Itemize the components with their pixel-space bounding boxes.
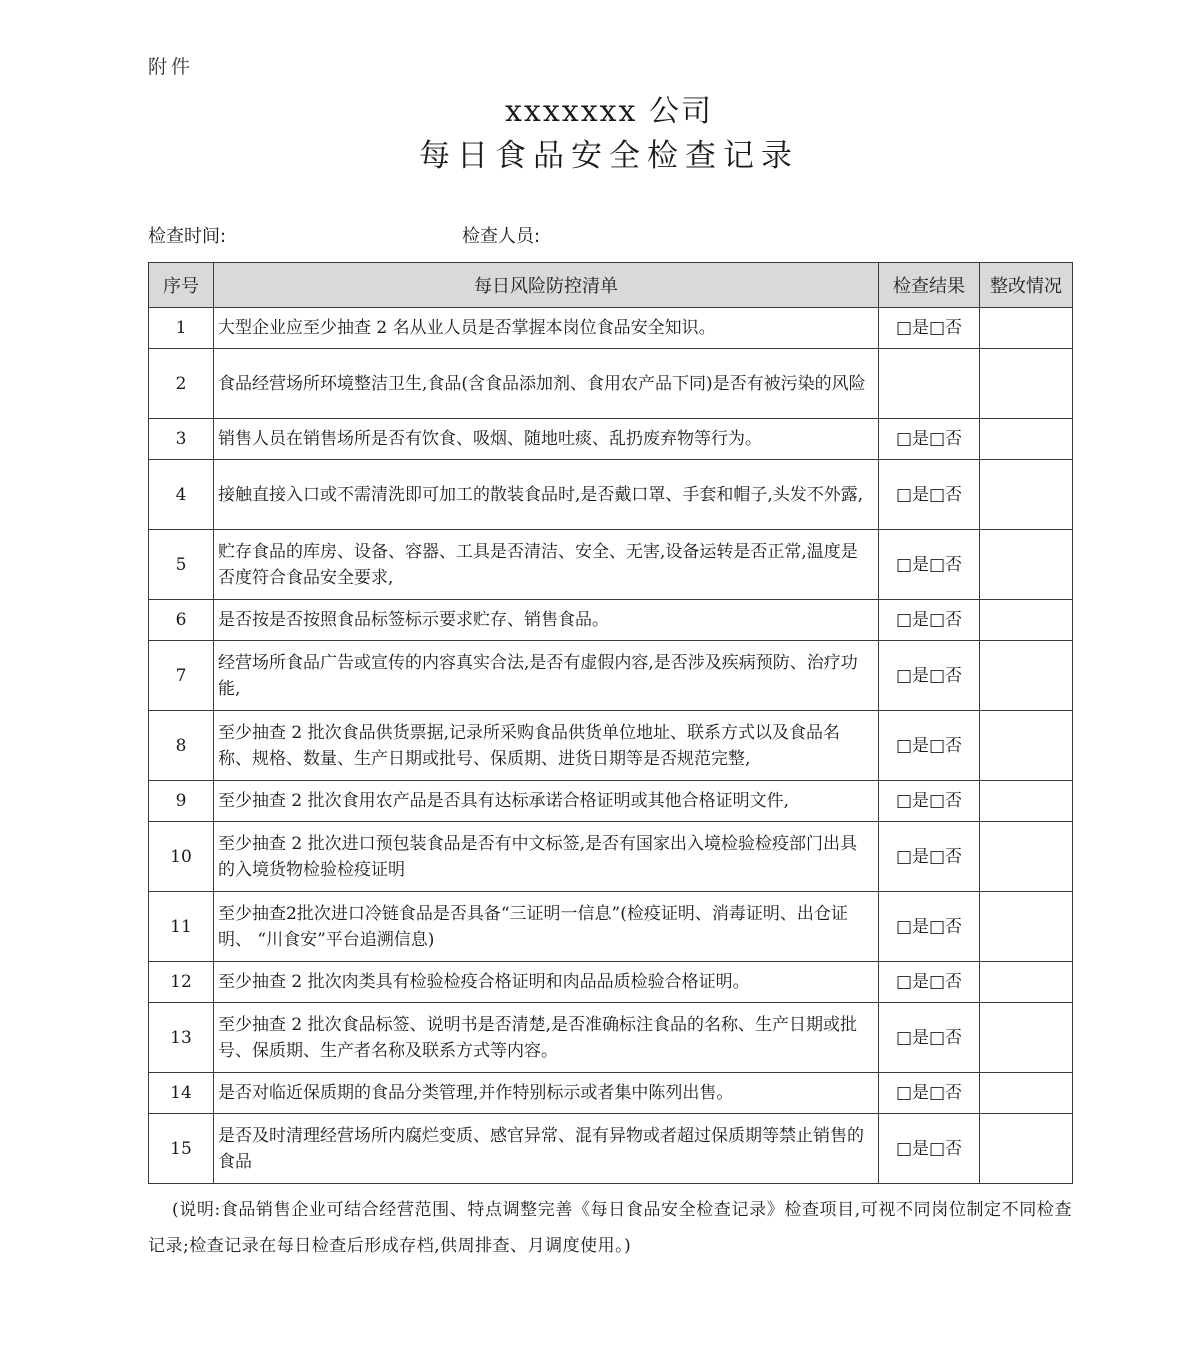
table-row	[149, 349, 1073, 419]
rectification-cell[interactable]	[980, 781, 1073, 822]
result-checkbox[interactable]: □是□否	[879, 892, 980, 962]
rectification-cell[interactable]	[980, 349, 1073, 419]
table-row	[149, 1003, 1073, 1073]
row-number: 11	[149, 892, 214, 962]
column-header-rectification: 整改情况	[980, 263, 1073, 308]
inspection-time-label: 检查时间:	[148, 226, 227, 247]
result-checkbox[interactable]: □是□否	[879, 641, 980, 711]
row-number: 7	[149, 641, 214, 711]
checklist-item: 至少抽查 2 批次进口预包装食品是否有中文标签,是否有国家出入境检验检疫部门出具的入境货物检验检疫证明	[214, 822, 879, 892]
attachment-label: 附件	[148, 56, 195, 78]
column-header-number: 序号	[149, 263, 214, 308]
row-number: 3	[149, 419, 214, 460]
table-row	[149, 711, 1073, 781]
rectification-cell[interactable]	[980, 711, 1073, 781]
column-header-result: 检查结果	[879, 263, 980, 308]
inspector-label: 检查人员:	[462, 226, 541, 247]
checklist-item: 大型企业应至少抽查 2 名从业人员是否掌握本岗位食品安全知识。	[214, 308, 879, 349]
result-checkbox[interactable]: □是□否	[879, 1003, 980, 1073]
checklist-item: 接触直接入口或不需清洗即可加工的散装食品时,是否戴口罩、手套和帽子,头发不外露,	[214, 460, 879, 530]
table-row	[149, 419, 1073, 460]
row-number: 14	[149, 1073, 214, 1114]
row-number: 12	[149, 962, 214, 1003]
row-number: 2	[149, 349, 214, 419]
result-checkbox[interactable]: □是□否	[879, 460, 980, 530]
row-number: 10	[149, 822, 214, 892]
rectification-cell[interactable]	[980, 962, 1073, 1003]
result-checkbox[interactable]: □是□否	[879, 781, 980, 822]
table-row	[149, 892, 1073, 962]
rectification-cell[interactable]	[980, 600, 1073, 641]
checklist-item: 是否按是否按照食品标签标示要求贮存、销售食品。	[214, 600, 879, 641]
rectification-cell[interactable]	[980, 892, 1073, 962]
rectification-cell[interactable]	[980, 641, 1073, 711]
checklist-item: 经营场所食品广告或宣传的内容真实合法,是否有虚假内容,是否涉及疾病预防、治疗功能,	[214, 641, 879, 711]
result-checkbox[interactable]: □是□否	[879, 600, 980, 641]
row-number: 15	[149, 1114, 214, 1184]
daily-checklist-table	[148, 262, 1073, 1184]
table-header-row	[149, 263, 1073, 308]
rectification-cell[interactable]	[980, 1114, 1073, 1184]
rectification-cell[interactable]	[980, 308, 1073, 349]
result-checkbox[interactable]: □是□否	[879, 308, 980, 349]
checklist-item: 至少抽查 2 批次食用农产品是否具有达标承诺合格证明或其他合格证明文件,	[214, 781, 879, 822]
row-number: 6	[149, 600, 214, 641]
company-name: xxxxxxx 公司	[505, 94, 713, 129]
result-checkbox[interactable]: □是□否	[879, 822, 980, 892]
row-number: 9	[149, 781, 214, 822]
row-number: 8	[149, 711, 214, 781]
checklist-item: 是否及时清理经营场所内腐烂变质、感官异常、混有异物或者超过保质期等禁止销售的食品	[214, 1114, 879, 1184]
table-row	[149, 781, 1073, 822]
rectification-cell[interactable]	[980, 822, 1073, 892]
row-number: 1	[149, 308, 214, 349]
result-checkbox[interactable]: □是□否	[879, 711, 980, 781]
rectification-cell[interactable]	[980, 1073, 1073, 1114]
result-checkbox[interactable]	[879, 349, 980, 419]
explanation-note: (说明:食品销售企业可结合经营范围、特点调整完善《每日食品安全检查记录》检查项目,可视不同岗位制定不同检查记录;检查记录在每日检查后形成存档,供周排查、月调度使用。)	[148, 1200, 1072, 1256]
rectification-cell[interactable]	[980, 530, 1073, 600]
result-checkbox[interactable]: □是□否	[879, 1073, 980, 1114]
table-row	[149, 822, 1073, 892]
checklist-item: 至少抽查 2 批次食品标签、说明书是否清楚,是否准确标注食品的名称、生产日期或批号、保质期、生产者名称及联系方式等内容。	[214, 1003, 879, 1073]
row-number: 4	[149, 460, 214, 530]
result-checkbox[interactable]: □是□否	[879, 419, 980, 460]
table-row	[149, 1114, 1073, 1184]
rectification-cell[interactable]	[980, 419, 1073, 460]
result-checkbox[interactable]: □是□否	[879, 1114, 980, 1184]
checklist-item: 贮存食品的库房、设备、容器、工具是否清洁、安全、无害,设备运转是否正常,温度是否度符合食品安全要求,	[214, 530, 879, 600]
checklist-item: 至少抽查 2 批次食品供货票据,记录所采购食品供货单位地址、联系方式以及食品名称、规格、数量、生产日期或批号、保质期、进货日期等是否规范完整,	[214, 711, 879, 781]
table-row	[149, 962, 1073, 1003]
table-row	[149, 600, 1073, 641]
table-row	[149, 308, 1073, 349]
row-number: 13	[149, 1003, 214, 1073]
checklist-item: 至少抽查2批次进口冷链食品是否具备“三证明一信息”(检疫证明、消毒证明、出仓证明、 “川食安”平台追溯信息)	[214, 892, 879, 962]
table-row	[149, 530, 1073, 600]
table-row	[149, 1073, 1073, 1114]
rectification-cell[interactable]	[980, 1003, 1073, 1073]
rectification-cell[interactable]	[980, 460, 1073, 530]
checklist-item: 至少抽查 2 批次肉类具有检验检疫合格证明和肉品品质检验合格证明。	[214, 962, 879, 1003]
checklist-item: 销售人员在销售场所是否有饮食、吸烟、随地吐痰、乱扔废弃物等行为。	[214, 419, 879, 460]
column-header-checklist: 每日风险防控清单	[214, 263, 879, 308]
checklist-item: 食品经营场所环境整洁卫生,食品(含食品添加剂、食用农产品下同)是否有被污染的风险	[214, 349, 879, 419]
document-title: 每日食品安全检查记录	[419, 138, 799, 174]
result-checkbox[interactable]: □是□否	[879, 530, 980, 600]
table-row	[149, 460, 1073, 530]
result-checkbox[interactable]: □是□否	[879, 962, 980, 1003]
table-row	[149, 641, 1073, 711]
row-number: 5	[149, 530, 214, 600]
title-block	[0, 92, 1178, 178]
checklist-item: 是否对临近保质期的食品分类管理,并作特别标示或者集中陈列出售。	[214, 1073, 879, 1114]
